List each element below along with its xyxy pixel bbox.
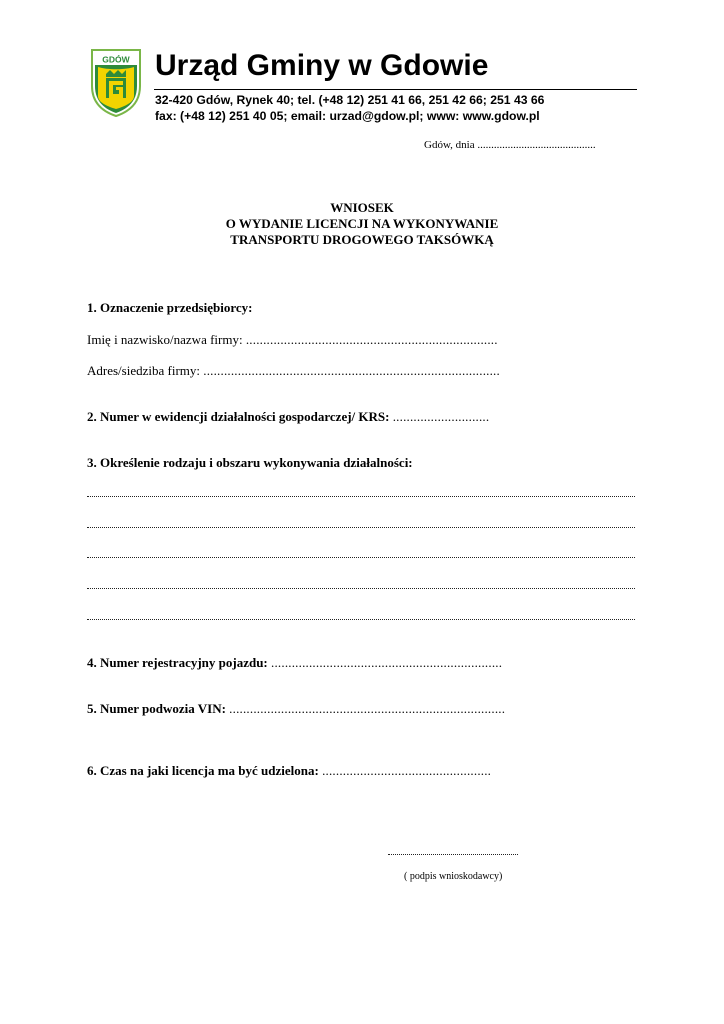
section2-row[interactable] [87,409,489,425]
section6-label: 6. Czas na jaki licencja ma być udzielona: [87,763,323,778]
form-subtitle-line1: O WYDANIE LICENCJI NA WYKONYWANIE [225,216,499,231]
header-divider [154,89,637,90]
activity-fill-line[interactable] [87,588,635,589]
duration-field-dots[interactable]: ................................................. [322,763,492,778]
signature-caption: ( podpis wnioskodawcy) [404,871,503,882]
name-field-dots[interactable]: ......................................................................... [245,332,498,347]
address-field-row[interactable] [87,363,500,379]
signature-line[interactable] [388,854,518,855]
section4-row[interactable] [87,655,502,671]
place-date-field[interactable]: Gdów, dnia ........................................... [424,139,596,151]
form-title: WNIOSEK [330,200,394,215]
form-subtitle-line2: TRANSPORTU DROGOWEGO TAKSÓWKĄ [230,232,494,247]
activity-fill-line[interactable] [87,557,635,558]
section1-heading: 1. Oznaczenie przedsiębiorcy: [87,300,253,315]
name-label: Imię i nazwisko/nazwa firmy: [87,332,246,347]
activity-fill-line[interactable] [87,496,635,497]
activity-fill-line[interactable] [87,527,635,528]
contact-line: fax: (+48 12) 251 40 05; email: urzad@gdow.pl; www: www.gdow.pl [155,109,540,123]
name-field-row[interactable] [87,332,498,348]
section4-label: 4. Numer rejestracyjny pojazdu: [87,655,272,670]
section5-row[interactable] [87,701,505,717]
address-label: Adres/siedziba firmy: [87,363,204,378]
logo-text: GDÓW [102,54,130,65]
org-name: Urząd Gminy w Gdowie [155,49,489,82]
address-field-dots[interactable]: ...................................................................................... [203,363,500,378]
registration-field-dots[interactable]: ................................................................... [271,655,503,670]
gdow-coat-of-arms-logo [90,48,142,118]
section5-label: 5. Numer podwozia VIN: [87,701,230,716]
vin-field-dots[interactable]: ................................................................................ [229,701,506,716]
section6-row[interactable] [87,763,491,779]
krs-field-dots[interactable]: ............................ [392,409,490,424]
activity-fill-line[interactable] [87,619,635,620]
section2-label: 2. Numer w ewidencji działalności gospodarczej/ KRS: [87,409,393,424]
section3-heading: 3. Określenie rodzaju i obszaru wykonywania działalności: [87,455,413,470]
address-line: 32-420 Gdów, Rynek 40; tel. (+48 12) 251 41 66, 251 42 66; 251 43 66 [155,93,545,107]
